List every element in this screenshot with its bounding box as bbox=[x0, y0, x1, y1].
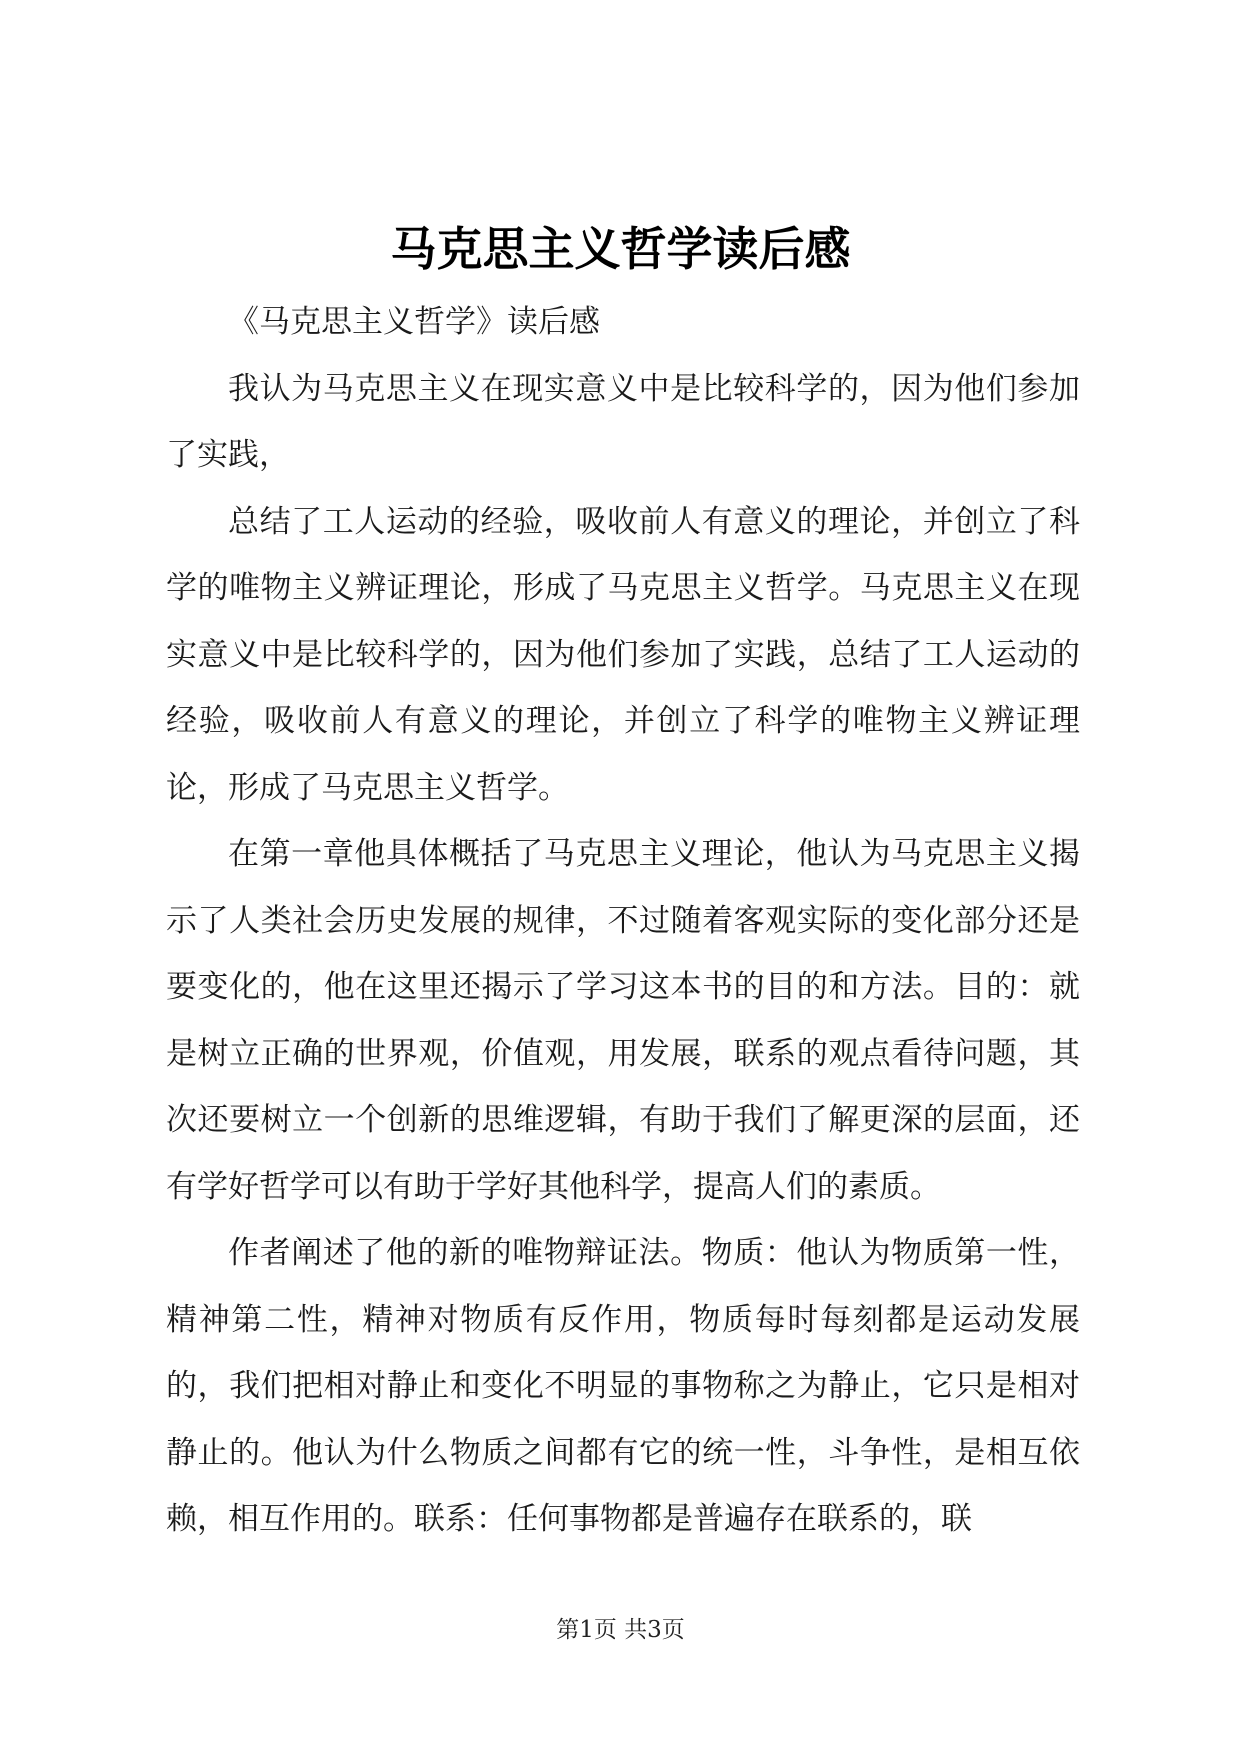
paragraph-subtitle: 《马克思主义哲学》读后感 bbox=[228, 304, 600, 340]
paragraph: 作者阐述了他的新的唯物辩证法。物质：他认为物质第一性，精神第二性，精神对物质有反作用，物质每时每刻都是运动发展的，我们把相对静止和变化不明显的事物称之为静止，它只是相对静止的。他认为什么物质之间都有它的统一性，斗争性，是相互依赖，相互作用的。联系：任何事物都是普遍存在联系的，联 bbox=[166, 1235, 1080, 1537]
paragraph: 在第一章他具体概括了马克思主义理论，他认为马克思主义揭示了人类社会历史发展的规律，不过随着客观实际的变化部分还是要变化的，他在这里还揭示了学习这本书的目的和方法。目的：就是树立正确的世界观，价值观，用发展，联系的观点看待问题，其次还要树立一个创新的思维逻辑，有助于我们了解更深的层面，还有学好哲学可以有助于学好其他科学，提高人们的素质。 bbox=[166, 836, 1080, 1205]
document-body bbox=[166, 289, 1080, 1553]
paragraph: 总结了工人运动的经验，吸收前人有意义的理论，并创立了科学的唯物主义辨证理论，形成了马克思主义哲学。马克思主义在现实意义中是比较科学的，因为他们参加了实践，总结了工人运动的经验，吸收前人有意义的理论，并创立了科学的唯物主义辨证理论，形成了马克思主义哲学。 bbox=[166, 503, 1080, 806]
document-title: 马克思主义哲学读后感 bbox=[390, 222, 851, 276]
paragraph: 我认为马克思主义在现实意义中是比较科学的，因为他们参加了实践， bbox=[166, 370, 1080, 473]
page-footer: 第1页 共3页 bbox=[556, 1617, 685, 1643]
